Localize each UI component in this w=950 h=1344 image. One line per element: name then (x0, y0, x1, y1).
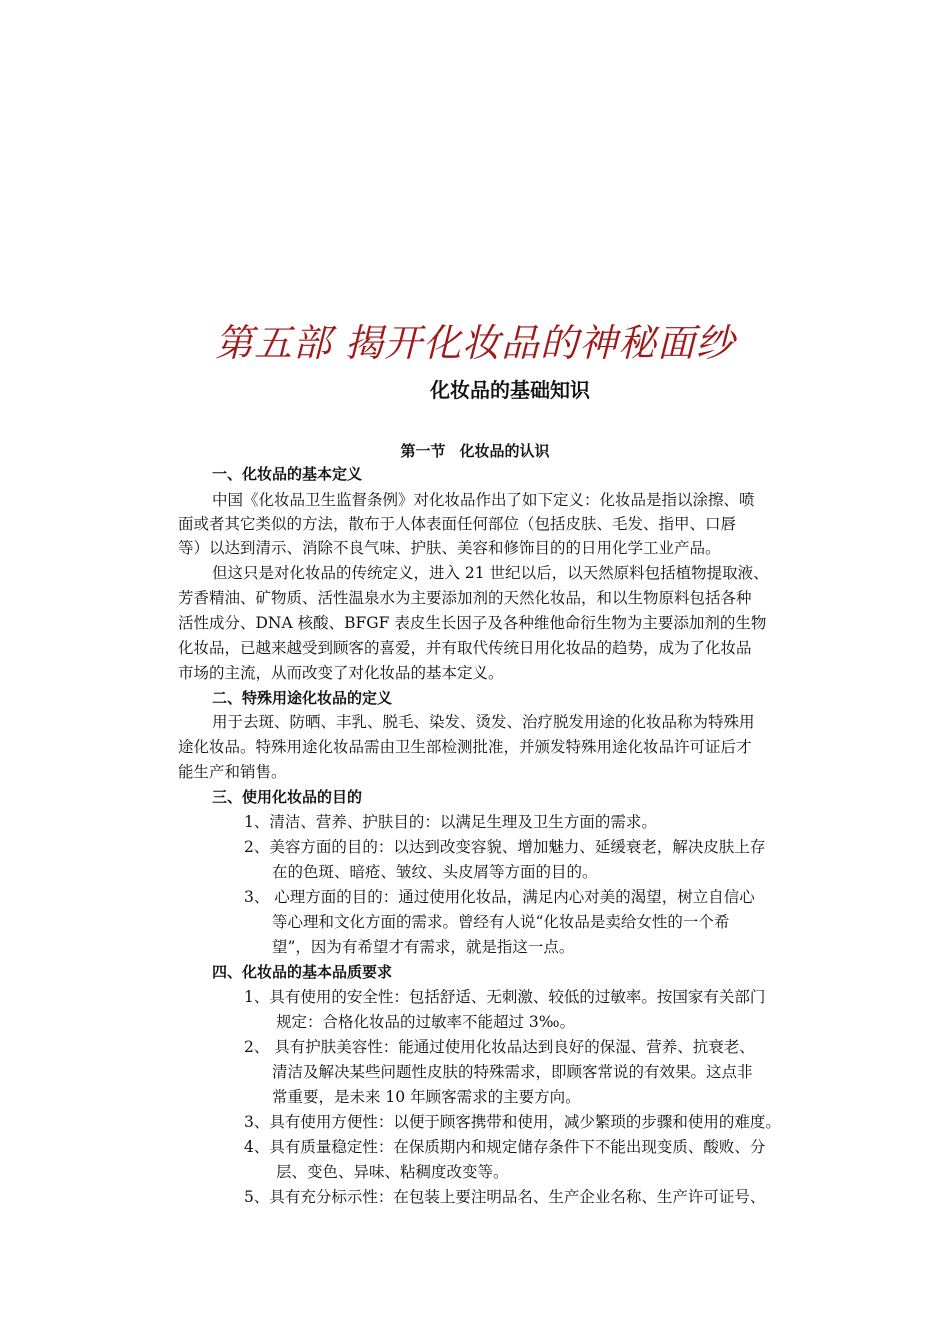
section-number: 第一节 (400, 442, 446, 460)
list-item-continuation: 在的色斑、暗疮、皱纹、头皮屑等方面的目的。 (272, 863, 598, 881)
paragraph-line: 但这只是对化妆品的传统定义，进入 21 世纪以后，以天然原料包括植物提取液、 (212, 564, 769, 582)
heading-quality: 四、化妆品的基本品质要求 (212, 963, 393, 981)
paragraph-line: 途化妆品。特殊用途化妆品需由卫生部检测批准，并颁发特殊用途化妆品许可证后才 (178, 738, 752, 756)
heading-special-use: 二、特殊用途化妆品的定义 (212, 689, 393, 707)
paragraph-line: 等）以达到清示、消除不良气味、护肤、美容和修饰目的的日用化学工业产品。 (178, 539, 721, 557)
paragraph-line: 面或者其它类似的方法，散布于人体表面任何部位（包括皮肤、毛发、指甲、口唇 (178, 515, 737, 533)
paragraph-line: 化妆品，已越来越受到顾客的喜爱，并有取代传统日用化妆品的趋势，成为了化妆品 (178, 639, 752, 657)
page-title: 第五部 揭开化妆品的神秘面纱 (214, 321, 736, 365)
list-item: 1、清洁、营养、护肤目的：以满足生理及卫生方面的需求。 (244, 813, 657, 831)
list-item: 4、具有质量稳定性：在保质期内和规定储存条件下不能出现变质、酸败、分 (244, 1138, 766, 1156)
section-title (0, 440, 950, 461)
list-item-continuation: 常重要，是未来 10 年顾客需求的主要方向。 (272, 1088, 581, 1106)
subtitle: 化妆品的基础知识 (430, 378, 590, 402)
section-name: 化妆品的认识 (459, 442, 550, 460)
list-item: 1、具有使用的安全性：包括舒适、无刺激、较低的过敏率。按国家有关部门 (244, 988, 766, 1006)
list-item-continuation: 层、变色、异味、粘稠度改变等。 (276, 1163, 509, 1181)
paragraph-line: 活性成分、DNA 核酸、BFGF 表皮生长因子及各种维他命衍生物为主要添加剂的生物 (178, 614, 767, 632)
list-item: 2、 具有护肤美容性：能通过使用化妆品达到良好的保湿、营养、抗衰老、 (244, 1038, 755, 1056)
paragraph-line: 中国《化妆品卫生监督条例》对化妆品作出了如下定义：化妆品是指以涂擦、喷 (212, 491, 755, 509)
list-item-continuation: 等心理和文化方面的需求。曾经有人说“化妆品是卖给女性的一个希 (272, 913, 730, 931)
heading-purposes: 三、使用化妆品的目的 (212, 788, 363, 806)
paragraph-line: 用于去斑、防晒、丰乳、脱毛、染发、烫发、治疗脱发用途的化妆品称为特殊用 (212, 713, 755, 731)
list-item: 3、具有使用方便性：以便于顾客携带和使用，减少繁琐的步骤和使用的难度。 (244, 1113, 781, 1131)
paragraph-line: 市场的主流，从而改变了对化妆品的基本定义。 (178, 664, 504, 682)
heading-basic-definition: 一、化妆品的基本定义 (212, 465, 363, 483)
paragraph-line: 能生产和销售。 (178, 763, 287, 781)
list-item: 2、美容方面的目的：以达到改变容貌、增加魅力、延缓衰老，解决皮肤上存 (244, 838, 766, 856)
list-item: 5、具有充分标示性：在包装上要注明品名、生产企业名称、生产许可证号、 (244, 1188, 766, 1206)
list-item: 3、 心理方面的目的：通过使用化妆品，满足内心对美的渴望，树立自信心 (244, 888, 755, 906)
list-item-continuation: 清洁及解决某些问题性皮肤的特殊需求，即顾客常说的有效果。这点非 (272, 1063, 753, 1081)
list-item-continuation: 望”，因为有希望才有需求，就是指这一点。 (272, 938, 575, 956)
list-item-continuation: 规定：合格化妆品的过敏率不能超过 3‰。 (276, 1013, 576, 1031)
paragraph-line: 芳香精油、矿物质、活性温泉水为主要添加剂的天然化妆品，和以生物原料包括各种 (178, 589, 752, 607)
